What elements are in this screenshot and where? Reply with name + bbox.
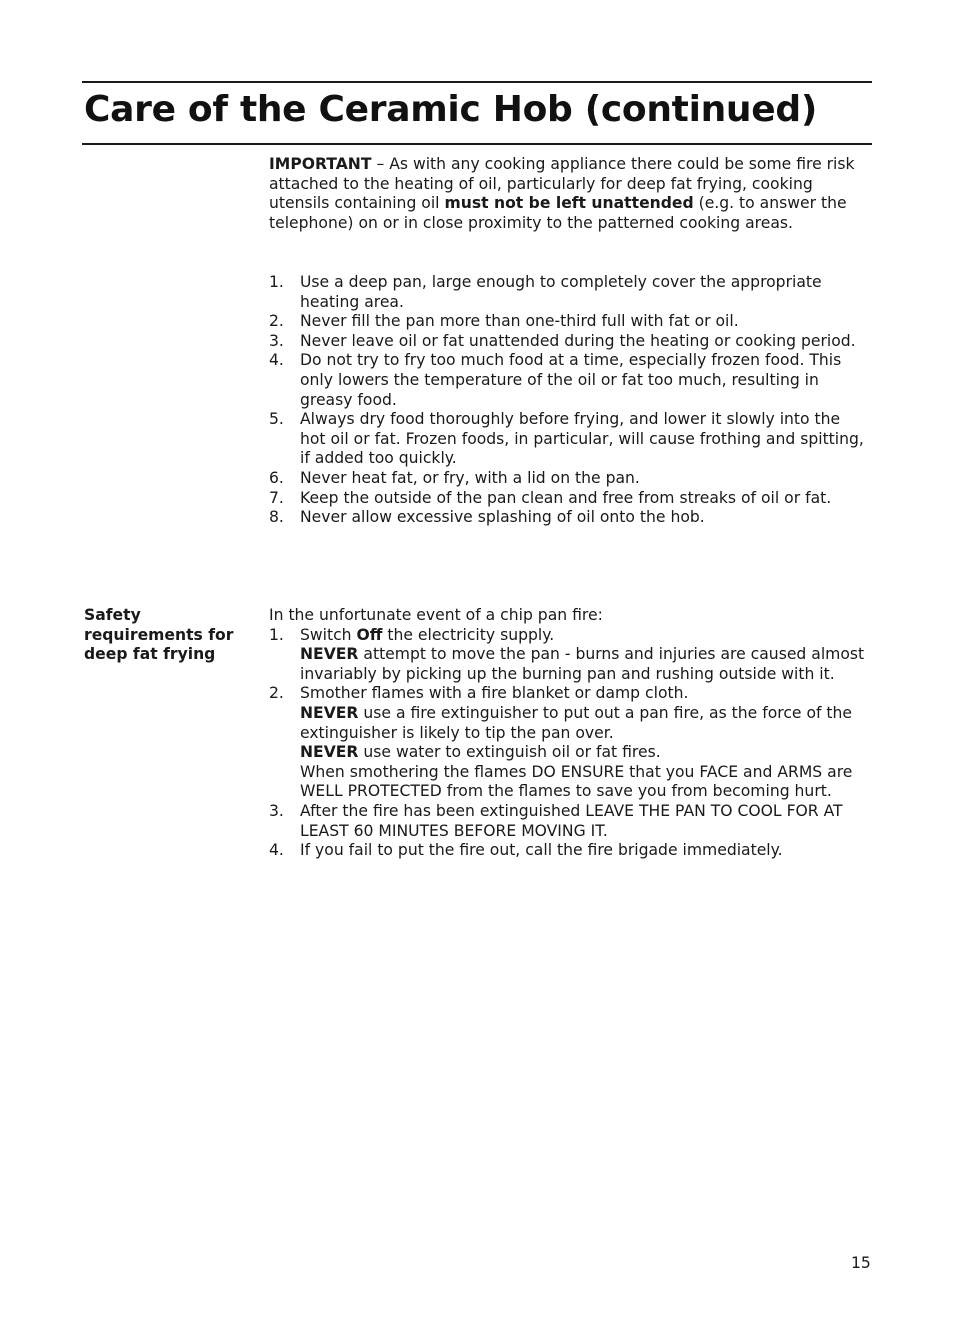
list-item (269, 273, 869, 312)
fire-step-text: Switch (300, 625, 357, 644)
list-item-text: Always dry food thoroughly before frying, and lower it slowly into the hot oil or fat. Frozen foods, in particular, will cause frothing and spitting, if added too quickly. (300, 410, 864, 468)
list-item-text: Never leave oil or fat unattended during the heating or cooking period. (300, 331, 856, 350)
list-item-number: 4. (269, 841, 284, 860)
never-label: NEVER (300, 703, 359, 722)
never-text: attempt to move the pan - burns and injuries are caused almost invariably by picking up the burning pan and rushing outside with it. (300, 645, 865, 683)
important-text-a: – As with any cooking appliance there could be some fire risk attached to the heating of oil, particularly for deep fat frying, cooking utensils containing oil (269, 155, 855, 213)
list-item (269, 410, 869, 469)
list-item-number: 3. (269, 331, 284, 350)
fire-steps-list (269, 626, 869, 861)
list-item-number: 7. (269, 488, 284, 507)
important-text-c: (e.g. to answer the telephone) on or in close proximity to the patterned cooking areas. (269, 194, 847, 232)
list-item-number: 8. (269, 508, 284, 527)
list-item-number: 2. (269, 684, 284, 703)
page-title: Care of the Ceramic Hob (continued) (84, 89, 818, 130)
list-item-number: 5. (269, 410, 284, 429)
list-item (269, 684, 869, 802)
list-item (269, 802, 869, 841)
list-item-number: 2. (269, 312, 284, 331)
protection-warning: When smothering the flames DO ENSURE that you FACE and ARMS are WELL PROTECTED from the flames to save you from becoming hurt. (300, 762, 853, 801)
never-text: use a fire extinguisher to put out a pan fire, as the force of the extinguisher is likely to tip the pan over. (300, 703, 853, 742)
never-warning (300, 743, 869, 763)
never-warning (300, 645, 869, 684)
list-item-text: Never fill the pan more than one-third full with fat or oil. (300, 312, 739, 331)
list-item (269, 312, 869, 332)
list-item-text: If you fail to put the fire out, call the fire brigade immediately. (300, 841, 783, 860)
list-item (269, 489, 869, 509)
fire-step-line: Smother flames with a fire blanket or damp cloth. (300, 684, 689, 703)
list-item-number: 1. (269, 625, 284, 644)
list-item-number: 4. (269, 351, 284, 370)
list-item (269, 841, 869, 861)
list-item-text: Never heat fat, or fry, with a lid on the pan. (300, 468, 640, 487)
list-item (269, 508, 869, 528)
never-label: NEVER (300, 645, 359, 664)
never-warning (300, 704, 869, 743)
frying-precautions-list (269, 273, 869, 528)
important-label: IMPORTANT (269, 155, 372, 173)
list-item-number: 6. (269, 468, 284, 487)
page-number: 15 (851, 1254, 871, 1272)
never-text: use water to extinguish oil or fat fires. (358, 743, 661, 762)
list-item-text: Keep the outside of the pan clean and free from streaks of oil or fat. (300, 488, 832, 507)
list-item-text: After the fire has been extinguished LEAVE THE PAN TO COOL FOR AT LEAST 60 MINUTES BEFORE MOVING IT. (300, 801, 843, 840)
list-item-text: Never allow excessive splashing of oil onto the hob. (300, 508, 705, 527)
chip-pan-fire-section (269, 606, 869, 861)
header-top-rule (82, 81, 872, 83)
off-label: Off (356, 625, 383, 644)
important-notice (269, 155, 869, 233)
chip-pan-fire-lead: In the unfortunate event of a chip pan fire: (269, 606, 603, 624)
important-bold-warning: must not be left unattended (444, 194, 694, 213)
list-item (269, 332, 869, 352)
header-bottom-rule (82, 143, 872, 145)
list-item (269, 626, 869, 685)
list-item (269, 351, 869, 410)
fire-step-line (300, 626, 869, 646)
list-item-text: Use a deep pan, large enough to completely cover the appropriate heating area. (300, 273, 822, 311)
list-item-number: 1. (269, 273, 284, 291)
list-item-text: Do not try to fry too much food at a time, especially frozen food. This only lowers the temperature of the oil or fat too much, resulting in greasy food. (300, 351, 842, 409)
never-label: NEVER (300, 743, 359, 762)
safety-side-heading: Safety requirements for deep fat frying (84, 606, 234, 664)
list-item (269, 469, 869, 489)
fire-step-text: the electricity supply. (382, 625, 555, 644)
list-item-number: 3. (269, 801, 284, 820)
